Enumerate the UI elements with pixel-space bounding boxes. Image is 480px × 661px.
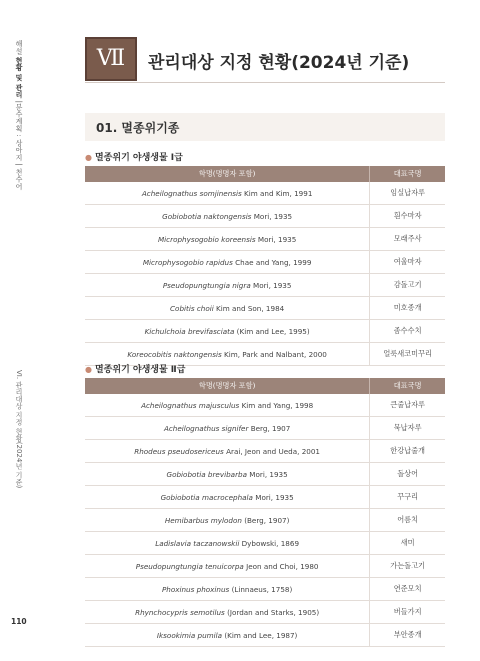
scientific-name: Gobiobotia brevibarba (166, 469, 247, 479)
table-row (85, 440, 445, 463)
author-citation: Mori, 1935 (251, 211, 293, 221)
author-citation: (Kim and Lee, 1995) (234, 326, 310, 336)
table-row (85, 394, 445, 417)
table-row (85, 463, 445, 486)
korean-name-cell: 미호종개 (370, 297, 445, 320)
scientific-name: Cobitis choii (170, 303, 214, 313)
scientific-name-cell (85, 578, 370, 601)
section-title: 01. 멸종위기종 (96, 121, 180, 135)
class2-table (85, 378, 445, 647)
table-row (85, 509, 445, 532)
scientific-name: Gobiobotia macrocephala (160, 492, 253, 502)
table-row (85, 555, 445, 578)
scientific-name-cell (85, 486, 370, 509)
table-row (85, 601, 445, 624)
author-citation: (Linnaeus, 1758) (229, 584, 293, 594)
korean-name-cell: 연준모치 (370, 578, 445, 601)
scientific-name-cell (85, 182, 370, 205)
scientific-name: Ladislavia taczanowskii (155, 538, 240, 548)
scientific-name: Microphysogobio rapidus (142, 257, 233, 267)
class1-table (85, 166, 445, 366)
author-citation: Mori, 1935 (250, 280, 292, 290)
table-row (85, 320, 445, 343)
scientific-name: Phoxinus phoxinus (161, 584, 230, 594)
korean-name-cell: 가는돌고기 (370, 555, 445, 578)
table-row (85, 274, 445, 297)
scientific-name: Gobiobotia naktongensis (162, 211, 252, 221)
scientific-name: Pseudopungtungia nigra (162, 280, 251, 290)
scientific-name: Kichulchoia brevifasciata (144, 326, 235, 336)
author-citation: Berg, 1907 (248, 423, 291, 433)
scientific-name: Acheilognathus somjinensis (141, 188, 242, 198)
author-citation: (Kim and Lee, 1987) (222, 630, 298, 640)
korean-name-cell: 감돌고기 (370, 274, 445, 297)
side-header-text (8, 40, 24, 190)
header-scientific-name: 학명(명명자 포함) (85, 378, 370, 394)
header-scientific-name: 학명(명명자 포함) (85, 166, 370, 182)
korean-name-cell: 꾸구리 (370, 486, 445, 509)
author-citation: Kim and Yang, 1998 (239, 400, 314, 410)
side-bold-text: 현황 및 관리 (15, 56, 23, 99)
korean-name-cell: 임실납자루 (370, 182, 445, 205)
page-number: 110 (11, 617, 27, 626)
table-row (85, 486, 445, 509)
table-row (85, 228, 445, 251)
side-prefix: 해설 (15, 40, 23, 55)
author-citation: Kim and Son, 1984 (213, 303, 285, 313)
table-row (85, 297, 445, 320)
author-citation: Mori, 1935 (252, 492, 294, 502)
class1-title: 멸종위기 야생생물 Ⅰ급 (94, 153, 183, 163)
scientific-name-cell (85, 532, 370, 555)
scientific-name-cell (85, 320, 370, 343)
table-row (85, 624, 445, 647)
scientific-name: Koreocobitis naktongensis (127, 349, 222, 359)
korean-name-cell: 버들가지 (370, 601, 445, 624)
author-citation: Jeon and Choi, 1980 (243, 561, 319, 571)
author-citation: Dybowski, 1869 (239, 538, 300, 548)
table-row (85, 532, 445, 555)
author-citation: Mori, 1935 (255, 234, 297, 244)
scientific-name: Hemibarbus mylodon (164, 515, 242, 525)
author-citation: Kim and Kim, 1991 (241, 188, 313, 198)
scientific-name-cell (85, 555, 370, 578)
korean-name-cell: 흰수마자 (370, 205, 445, 228)
header-korean-name: 대표국명 (370, 378, 445, 394)
table-row (85, 578, 445, 601)
korean-name-cell: 모래주사 (370, 228, 445, 251)
author-citation: Chae and Yang, 1999 (232, 257, 312, 267)
side-lower-text: VI. 관리대상 지정 현황(2024년 기준) (15, 370, 23, 489)
scientific-name-cell (85, 624, 370, 647)
table-header-row (85, 166, 445, 182)
author-citation: Kim, Park and Nalbant, 2000 (221, 349, 327, 359)
korean-name-cell: 여울마자 (370, 251, 445, 274)
scientific-name-cell (85, 394, 370, 417)
scientific-name-cell (85, 601, 370, 624)
scientific-name: Rhodeus pseudosericeus (134, 446, 224, 456)
class2-heading (85, 362, 185, 375)
korean-name-cell: 묵납자루 (370, 417, 445, 440)
scientific-name-cell (85, 228, 370, 251)
chapter-title: 관리대상 지정 현황(2024년 기준) (148, 53, 410, 73)
class2-title: 멸종위기 야생생물 Ⅱ급 (94, 365, 186, 375)
scientific-name: Pseudopungtungia tenuicorpa (135, 561, 244, 571)
author-citation: (Berg, 1907) (241, 515, 290, 525)
scientific-name-cell (85, 251, 370, 274)
korean-name-cell: 좀수수치 (370, 320, 445, 343)
scientific-name-cell (85, 440, 370, 463)
header-korean-name: 대표국명 (370, 166, 445, 182)
korean-name-cell: 어름치 (370, 509, 445, 532)
scientific-name-cell (85, 463, 370, 486)
scientific-name: Acheilognathus majusculus (141, 400, 240, 410)
scientific-name-cell (85, 417, 370, 440)
korean-name-cell: 얼룩새코미꾸리 (370, 343, 445, 366)
korean-name-cell: 부안종개 (370, 624, 445, 647)
author-citation: Mori, 1935 (247, 469, 288, 479)
table-row (85, 251, 445, 274)
author-citation: (Jordan and Starks, 1905) (224, 607, 320, 617)
table-row (85, 205, 445, 228)
korean-name-cell: 돌상어 (370, 463, 445, 486)
bullet-icon: ● (85, 153, 92, 162)
scientific-name-cell (85, 274, 370, 297)
chapter-divider (85, 82, 445, 83)
side-part-text: |분수계획 : 상아지 | 천수어 (15, 100, 23, 190)
table-header-row (85, 378, 445, 394)
scientific-name-cell (85, 205, 370, 228)
korean-name-cell: 한강납줄개 (370, 440, 445, 463)
table-row (85, 182, 445, 205)
korean-name-cell: 큰줄납자루 (370, 394, 445, 417)
bullet-icon: ● (85, 365, 92, 374)
scientific-name-cell (85, 297, 370, 320)
author-citation: Arai, Jeon and Ueda, 2001 (223, 446, 321, 456)
scientific-name: Microphysogobio koreensis (157, 234, 256, 244)
scientific-name-cell (85, 509, 370, 532)
side-running-header (8, 40, 24, 600)
scientific-name: Rhynchocypris semotilus (135, 607, 225, 617)
scientific-name: Acheilognathus signifer (163, 423, 249, 433)
class1-heading (85, 150, 183, 163)
chapter-numeral-box: Ⅶ (85, 37, 137, 81)
scientific-name: Iksookimia pumila (156, 630, 223, 640)
table-row (85, 417, 445, 440)
korean-name-cell: 새미 (370, 532, 445, 555)
